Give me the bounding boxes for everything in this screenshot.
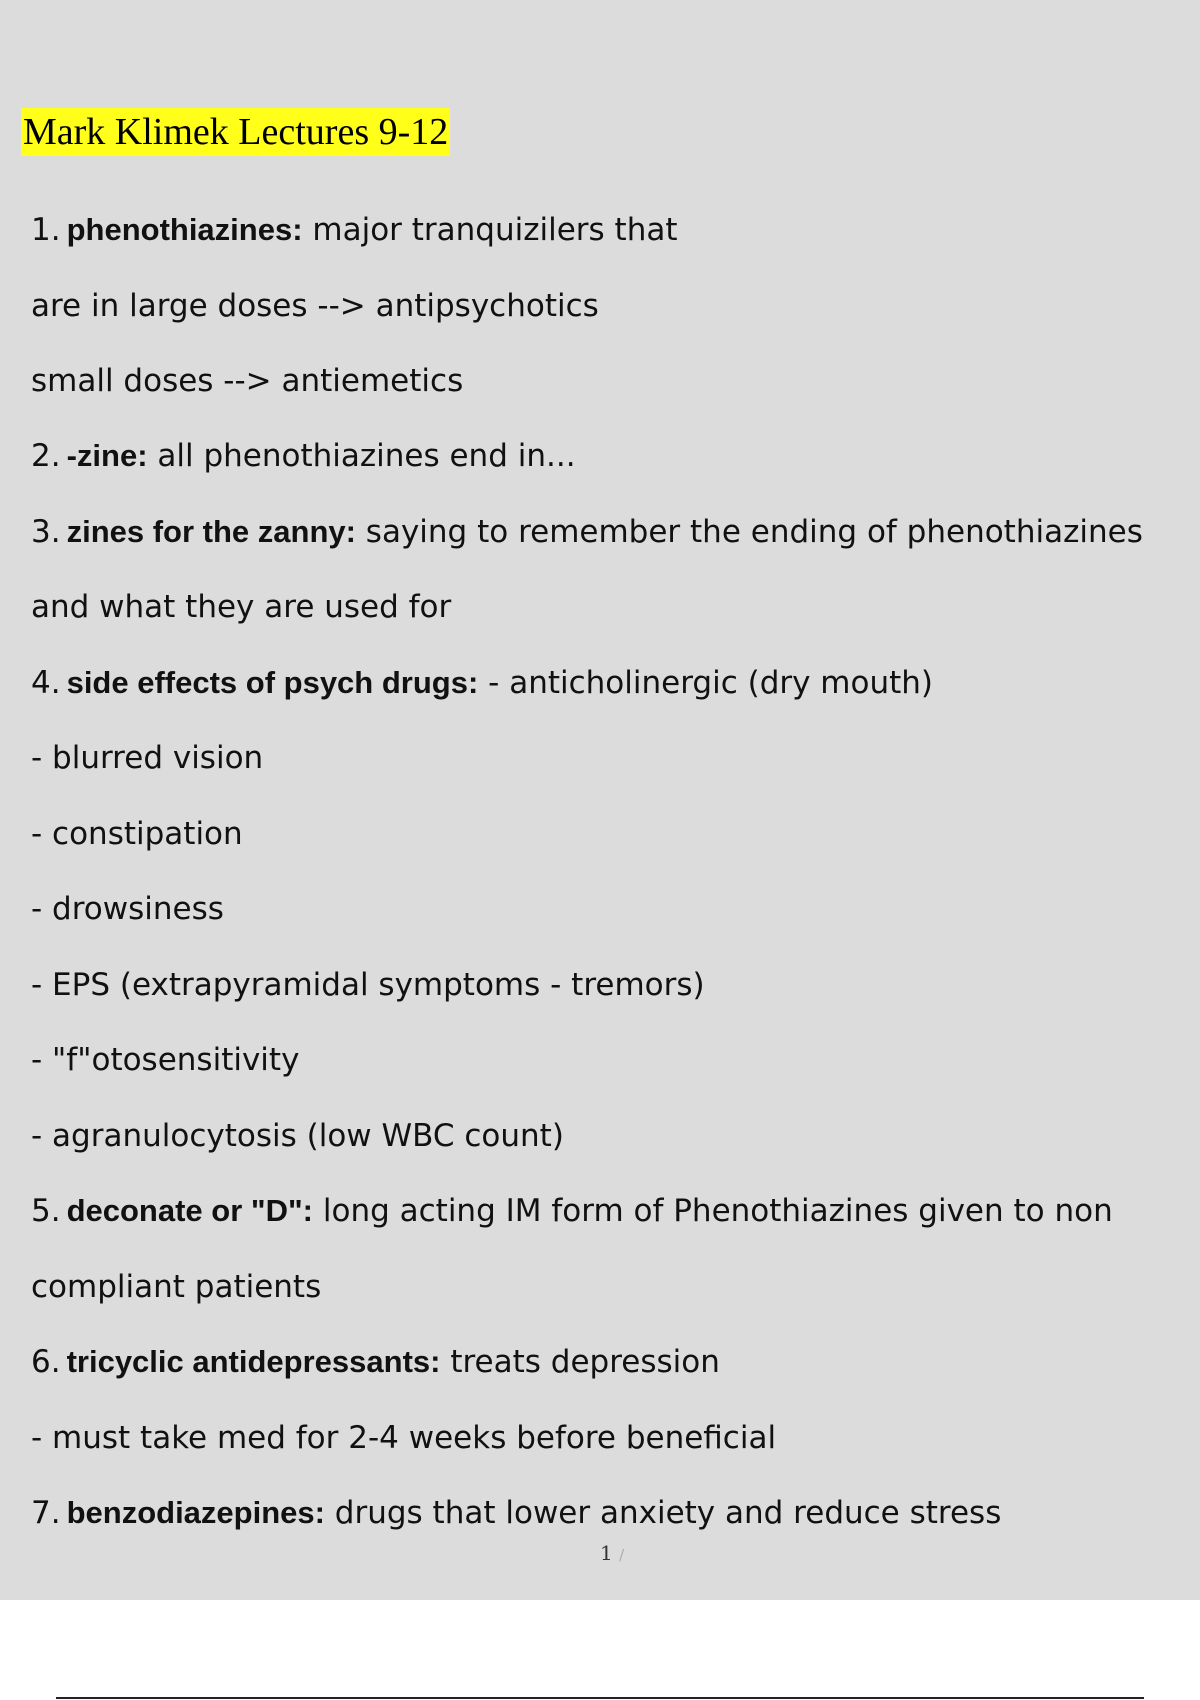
- item-term: side effects of psych drugs:: [66, 665, 479, 700]
- item-definition: all phenothiazines end in...: [147, 438, 576, 474]
- continuation-line: are in large doses --> antipsychotics: [31, 288, 599, 324]
- list-item: [31, 512, 1143, 552]
- continuation-line: - agranulocytosis (low WBC count): [31, 1118, 564, 1154]
- item-definition: saying to remember the ending of phenothiazines: [355, 514, 1143, 550]
- item-definition: long acting IM form of Phenothiazines given to non: [313, 1193, 1113, 1229]
- item-term: benzodiazepines:: [66, 1495, 325, 1530]
- item-definition: treats depression: [440, 1344, 720, 1380]
- item-number: 7.: [31, 1495, 61, 1531]
- item-term: deconate or "D":: [66, 1193, 314, 1228]
- document-title: Mark Klimek Lectures 9-12: [21, 108, 450, 156]
- item-term: zines for the zanny:: [66, 514, 356, 549]
- item-number: 6.: [31, 1344, 61, 1380]
- continuation-line: - must take med for 2-4 weeks before beneficial: [31, 1420, 777, 1456]
- item-term: -zine:: [66, 438, 148, 473]
- item-number: 1.: [31, 212, 61, 248]
- list-item: [31, 1191, 1113, 1231]
- item-definition: major tranquizilers that: [302, 212, 678, 248]
- list-item: [31, 1493, 1001, 1533]
- list-item: [31, 210, 678, 250]
- continuation-line: - constipation: [31, 816, 243, 852]
- item-number: 3.: [31, 514, 61, 550]
- continuation-line: - blurred vision: [31, 740, 264, 776]
- list-item: [31, 1342, 720, 1382]
- item-definition: - anticholinergic (dry mouth): [478, 665, 934, 701]
- list-item: [31, 663, 933, 703]
- page-number-separator: /: [619, 1546, 625, 1564]
- item-term: phenothiazines:: [66, 212, 303, 247]
- page-divider: [56, 1697, 1144, 1699]
- continuation-line: and what they are used for: [31, 589, 452, 625]
- continuation-line: small doses --> antiemetics: [31, 363, 464, 399]
- continuation-line: - "f"otosensitivity: [31, 1042, 300, 1078]
- continuation-line: compliant patients: [31, 1269, 322, 1305]
- list-item: [31, 436, 576, 476]
- continuation-line: - drowsiness: [31, 891, 224, 927]
- item-number: 2.: [31, 438, 61, 474]
- page-number-value: 1: [600, 1541, 613, 1565]
- continuation-line: - EPS (extrapyramidal symptoms - tremors): [31, 967, 705, 1003]
- item-number: 5.: [31, 1193, 61, 1229]
- item-term: tricyclic antidepressants:: [66, 1344, 441, 1379]
- item-number: 4.: [31, 665, 61, 701]
- page-number: [600, 1541, 624, 1567]
- item-definition: drugs that lower anxiety and reduce stress: [324, 1495, 1002, 1531]
